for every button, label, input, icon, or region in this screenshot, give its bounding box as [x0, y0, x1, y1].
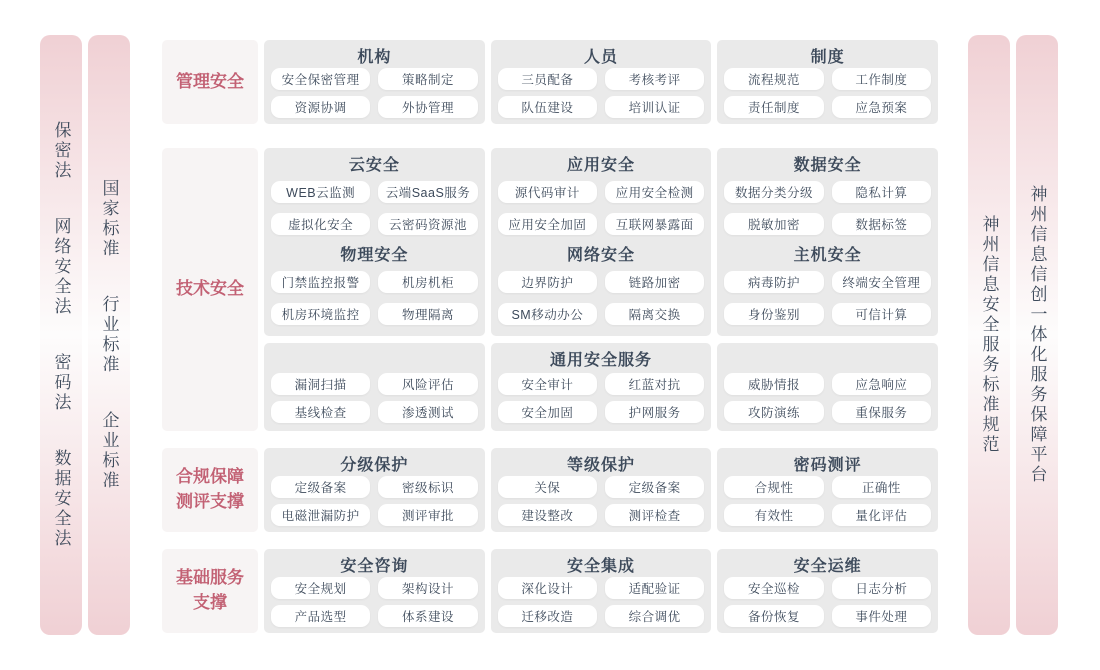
item-grid — [271, 176, 478, 241]
panel-general-services-left — [264, 343, 485, 431]
tech-column-1 — [264, 148, 485, 431]
panel-graded-protection — [491, 448, 712, 532]
item-grid — [271, 476, 478, 526]
service-item: 测评检查 — [605, 504, 704, 526]
panel-crypto-evaluation — [717, 448, 938, 532]
service-item: 流程规范 — [724, 68, 823, 90]
item-grid — [498, 476, 705, 526]
service-item: 责任制度 — [724, 96, 823, 118]
panel-classified-protection — [264, 448, 485, 532]
tech-column-3 — [717, 148, 938, 431]
row-label-basic: 基础服务支撑 — [162, 549, 258, 633]
service-item: 漏洞扫描 — [271, 373, 370, 395]
service-item: 链路加密 — [605, 271, 704, 293]
row-compliance-evaluation — [162, 448, 938, 532]
service-item: 电磁泄漏防护 — [271, 504, 370, 526]
panel-title-integration: 安全集成 — [567, 558, 636, 575]
panel-title-empty — [271, 346, 478, 371]
panel-title-application: 应用安全 — [567, 157, 636, 174]
service-item: 基线检查 — [271, 401, 370, 423]
service-item: 终端安全管理 — [832, 271, 931, 293]
section-data-security — [724, 151, 931, 241]
service-item: 定级备案 — [271, 476, 370, 498]
service-item: 日志分析 — [832, 577, 931, 599]
standards-bar-label: 国家标准 行业标准 企业标准 — [99, 179, 119, 491]
service-item: 数据标签 — [832, 213, 931, 235]
panel-security-integration — [491, 549, 712, 633]
item-grid — [724, 476, 931, 526]
row-label-management: 管理安全 — [162, 40, 258, 124]
panel-title-general-services: 通用安全服务 — [550, 352, 653, 369]
service-item: 建设整改 — [498, 504, 597, 526]
laws-bar-label: 保密法 网络安全法 密码法 数据安全法 — [51, 121, 71, 549]
section-physical-security — [271, 241, 478, 331]
section-host-security — [724, 241, 931, 331]
service-item: 应急预案 — [832, 96, 931, 118]
service-item: 物理隔离 — [378, 303, 477, 325]
service-item: 合规性 — [724, 476, 823, 498]
service-item: 综合调优 — [605, 605, 704, 627]
item-grid — [724, 266, 931, 331]
panel-personnel — [491, 40, 712, 124]
item-grid — [724, 68, 931, 118]
item-grid — [498, 68, 705, 118]
main-content — [162, 40, 938, 633]
service-item: 隔离交换 — [605, 303, 704, 325]
service-item: 虚拟化安全 — [271, 213, 370, 235]
right-bar-service-standards — [968, 35, 1010, 635]
service-item: 工作制度 — [832, 68, 931, 90]
service-item: 队伍建设 — [498, 96, 597, 118]
item-grid — [271, 577, 478, 627]
service-item: 身份鉴别 — [724, 303, 823, 325]
right-bar-platform — [1016, 35, 1058, 635]
service-item: 机房机柜 — [378, 271, 477, 293]
panel-regulations — [717, 40, 938, 124]
service-item: 重保服务 — [832, 401, 931, 423]
service-item: 安全保密管理 — [271, 68, 370, 90]
panel-title-crypto: 密码测评 — [793, 457, 862, 474]
service-item: 培训认证 — [605, 96, 704, 118]
row-label-technical: 技术安全 — [162, 148, 258, 431]
service-item: 资源协调 — [271, 96, 370, 118]
panel-title-organization: 机构 — [357, 49, 392, 66]
row-technical-security — [162, 148, 938, 431]
panel-title-consulting: 安全咨询 — [340, 558, 409, 575]
service-item: 量化评估 — [832, 504, 931, 526]
panel-title-classified: 分级保护 — [340, 457, 409, 474]
service-item: 威胁情报 — [724, 373, 823, 395]
item-grid — [498, 371, 705, 425]
panel-title-host: 主机安全 — [793, 246, 862, 264]
service-item: 边界防护 — [498, 271, 597, 293]
panel-organization — [264, 40, 485, 124]
service-item: 测评审批 — [378, 504, 477, 526]
panel-app-network — [491, 148, 712, 336]
service-item: 云密码资源池 — [378, 213, 477, 235]
panel-title-network: 网络安全 — [567, 246, 636, 264]
service-item: 密级标识 — [378, 476, 477, 498]
service-standards-bar-label: 神州信息安全服务标准规范 — [979, 215, 999, 455]
service-item: SM移动办公 — [498, 303, 597, 325]
service-item: 关保 — [498, 476, 597, 498]
service-item: 有效性 — [724, 504, 823, 526]
service-item: 安全审计 — [498, 373, 597, 395]
service-item: 事件处理 — [832, 605, 931, 627]
service-item: 定级备案 — [605, 476, 704, 498]
row-basic-service-support — [162, 549, 938, 633]
service-item: 应用安全检测 — [605, 181, 704, 203]
panel-title-empty — [724, 346, 931, 371]
item-grid — [724, 577, 931, 627]
service-item: 迁移改造 — [498, 605, 597, 627]
section-network-security — [498, 241, 705, 331]
panel-title-graded: 等级保护 — [567, 457, 636, 474]
service-item: 安全巡检 — [724, 577, 823, 599]
row-label-compliance: 合规保障测评支撑 — [162, 448, 258, 532]
service-item: 体系建设 — [378, 605, 477, 627]
service-item: 深化设计 — [498, 577, 597, 599]
panel-title-physical: 物理安全 — [340, 246, 409, 264]
platform-bar-label: 神州信息信创一体化服务保障平台 — [1027, 185, 1047, 485]
service-item: 应用安全加固 — [498, 213, 597, 235]
service-item: 互联网暴露面 — [605, 213, 704, 235]
service-item: 适配验证 — [605, 577, 704, 599]
service-item: 安全加固 — [498, 401, 597, 423]
service-item: 风险评估 — [378, 373, 477, 395]
panel-general-services-center — [491, 343, 712, 431]
service-item: 策略制定 — [378, 68, 477, 90]
service-item: 脱敏加密 — [724, 213, 823, 235]
panel-security-operations — [717, 549, 938, 633]
section-application-security — [498, 151, 705, 241]
panel-cloud-physical — [264, 148, 485, 336]
service-item: 外协管理 — [378, 96, 477, 118]
service-item: 安全规划 — [271, 577, 370, 599]
service-item: 备份恢复 — [724, 605, 823, 627]
panel-title-operations: 安全运维 — [793, 558, 862, 575]
panel-data-host — [717, 148, 938, 336]
section-cloud-security — [271, 151, 478, 241]
service-item: 架构设计 — [378, 577, 477, 599]
service-item: 应急响应 — [832, 373, 931, 395]
left-bar-laws — [40, 35, 82, 635]
panel-title-cloud: 云安全 — [348, 157, 400, 174]
item-grid — [724, 176, 931, 241]
item-grid — [498, 176, 705, 241]
service-item: 隐私计算 — [832, 181, 931, 203]
service-item: 数据分类分级 — [724, 181, 823, 203]
service-item: 产品选型 — [271, 605, 370, 627]
service-item: 考核考评 — [605, 68, 704, 90]
service-item: 红蓝对抗 — [605, 373, 704, 395]
panel-title-regulations: 制度 — [810, 49, 845, 66]
row-management-security — [162, 40, 938, 124]
service-item: 云端SaaS服务 — [378, 181, 477, 203]
service-item: 正确性 — [832, 476, 931, 498]
service-item: 可信计算 — [832, 303, 931, 325]
service-item: 渗透测试 — [378, 401, 477, 423]
panel-title-personnel: 人员 — [584, 49, 619, 66]
service-item: 源代码审计 — [498, 181, 597, 203]
item-grid — [724, 371, 931, 425]
panel-title-data: 数据安全 — [793, 157, 862, 174]
left-bar-standards — [88, 35, 130, 635]
panel-general-services-right — [717, 343, 938, 431]
tech-column-2 — [491, 148, 712, 431]
technical-grid — [264, 148, 938, 431]
service-item: 攻防演练 — [724, 401, 823, 423]
service-item: 三员配备 — [498, 68, 597, 90]
item-grid — [271, 68, 478, 118]
service-item: 护网服务 — [605, 401, 704, 423]
item-grid — [271, 371, 478, 425]
item-grid — [498, 266, 705, 331]
item-grid — [498, 577, 705, 627]
service-item: 病毒防护 — [724, 271, 823, 293]
item-grid — [271, 266, 478, 331]
service-item: WEB云监测 — [271, 181, 370, 203]
panel-security-consulting — [264, 549, 485, 633]
service-item: 门禁监控报警 — [271, 271, 370, 293]
service-item: 机房环境监控 — [271, 303, 370, 325]
